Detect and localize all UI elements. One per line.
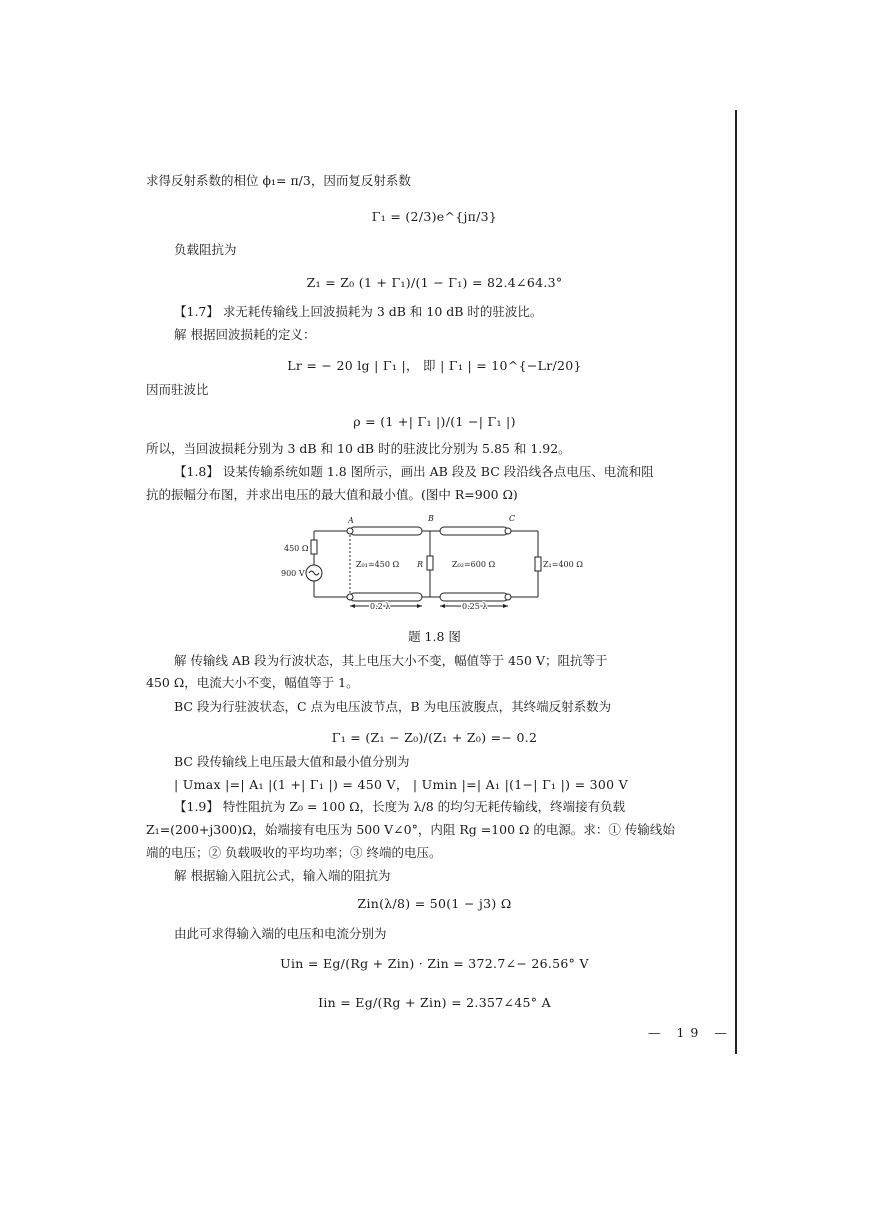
page-number: — 19 — [648, 1025, 733, 1040]
line-bc-bottom [440, 593, 508, 601]
solution-line: 解 传输线 AB 段为行波状态，其上电压大小不变，幅值等于 450 V；阻抗等于 [174, 653, 608, 668]
text-line: Z₁=(200+j300)Ω，始端接有电压为 500 V∠0°，内阻 Rg =100 Ω 的电源。求：① 传输线始 [146, 822, 675, 837]
equation: Uin = Eg/(Rg + Zin) · Zin = 372.7∠− 26.56° V [280, 956, 589, 971]
node-c-bottom [505, 594, 511, 600]
equation: Z₁ = Z₀ (1 + Γ₁)/(1 − Γ₁) = 82.4∠64.3° [306, 275, 563, 290]
equation: Γ₁ = (2/3)e^{jπ/3} [371, 209, 498, 224]
text-line: 因而驻波比 [146, 382, 209, 397]
length-bc-label: 0.25 λ [462, 602, 488, 611]
figure-caption: 题 1.8 图 [408, 629, 461, 644]
text-line: BC 段传输线上电压最大值和最小值分别为 [174, 754, 410, 769]
load-resistor [535, 557, 541, 571]
problem-heading: 【1.7】 求无耗传输线上回波损耗为 3 dB 和 10 dB 时的驻波比。 [174, 304, 543, 319]
z01-label: Z₀₁=450 Ω [356, 560, 400, 569]
equation: Iin = Eg/(Rg + Zin) = 2.357∠45° A [318, 995, 551, 1010]
line-ab-top [350, 527, 422, 535]
shunt-resistor [427, 556, 433, 570]
equation: Lr = − 20 lg | Γ₁ |， 即 | Γ₁ | = 10^{−Lr/20} [287, 358, 582, 373]
problem-heading: 【1.8】 设某传输系统如题 1.8 图所示，画出 AB 段及 BC 段沿线各点电压、电流和阻 [174, 464, 654, 479]
node-a-top [347, 528, 353, 534]
equation: Zin(λ/8) = 50(1 − j3) Ω [357, 896, 512, 911]
line-bc-top [440, 527, 508, 535]
node-c-label: C [509, 514, 516, 523]
equation: Γ₁ = (Z₁ − Z₀)/(Z₁ + Z₀) =− 0.2 [331, 730, 538, 745]
length-ab-label: 0.2 λ [370, 602, 391, 611]
source-resistor [311, 540, 317, 554]
text-line: BC 段为行驻波状态，C 点为电压波节点，B 为电压波腹点，其终端反射系数为 [174, 699, 612, 714]
source-resistor-label: 450 Ω [284, 544, 309, 553]
text-line: 求得反射系数的相位 ϕ₁= π/3，因而复反射系数 [146, 173, 411, 188]
text-line: 端的电压；② 负载吸收的平均功率；③ 终端的电压。 [146, 845, 442, 860]
node-a-label: A [348, 516, 354, 525]
text-line: 抗的振幅分布图，并求出电压的最大值和最小值。(图中 R=900 Ω) [146, 487, 518, 502]
node-c-top [505, 528, 511, 534]
solution-line: 解 根据回波损耗的定义： [174, 327, 316, 342]
line-ab-bottom [350, 593, 422, 601]
equation: | Umax |=| A₁ |(1 +| Γ₁ |) = 450 V， | Umin |=| A₁ |(1−| Γ₁ |) = 300 V [174, 777, 628, 792]
z02-label: Z₀₂=600 Ω [452, 560, 496, 569]
text-line: 由此可求得输入端的电压和电流分别为 [174, 926, 387, 941]
load-label: Z₁=400 Ω [543, 560, 583, 569]
node-a-bottom [347, 594, 353, 600]
solution-line: 解 根据输入阻抗公式，输入端的阻抗为 [174, 868, 391, 883]
text-line: 450 Ω，电流大小不变，幅值等于 1。 [146, 675, 359, 690]
text-line: 所以，当回波损耗分别为 3 dB 和 10 dB 时的驻波比分别为 5.85 和 1.92。 [146, 441, 571, 456]
equation: ρ = (1 +| Γ₁ |)/(1 −| Γ₁ |) [353, 414, 516, 429]
node-b-label: B [428, 514, 434, 523]
circuit-diagram [276, 510, 596, 620]
problem-heading: 【1.9】 特性阻抗为 Z₀ = 100 Ω，长度为 λ/8 的均匀无耗传输线，终端接有负载 [174, 799, 626, 814]
text-line: 负载阻抗为 [174, 242, 237, 257]
r-label: R [417, 560, 424, 569]
source-voltage-label: 900 V [281, 569, 305, 578]
